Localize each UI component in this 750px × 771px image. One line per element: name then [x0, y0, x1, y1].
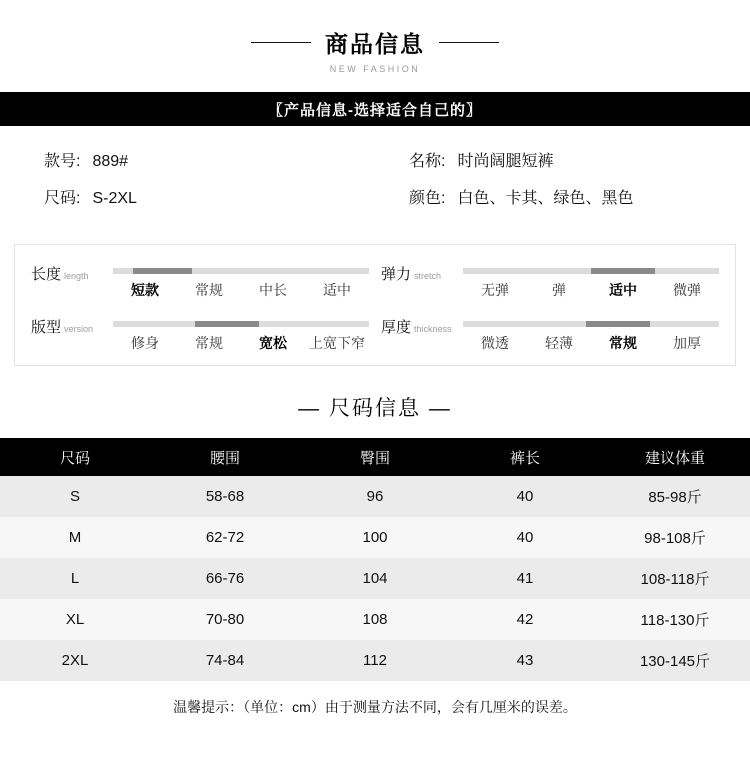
- attribute-options: [113, 280, 369, 300]
- attribute-version: [25, 314, 375, 353]
- cell-size: M: [0, 517, 150, 558]
- attribute-scale: [463, 314, 719, 353]
- attribute-label: [381, 314, 463, 353]
- column-header-hip: 臀围: [300, 438, 450, 476]
- cell-size: L: [0, 558, 150, 599]
- page-subtitle: NEW FASHION: [329, 64, 421, 74]
- size-table: [0, 438, 750, 681]
- measurement-note: 温馨提示：（单位：cm）由于测量方法不同，会有几厘米的误差。: [173, 699, 577, 715]
- attribute-label-cn: 版型: [31, 319, 62, 336]
- cell-length: 42: [450, 599, 600, 640]
- size-range-label: 尺码:: [44, 190, 81, 207]
- attribute-track: [463, 268, 719, 274]
- attribute-marker: [133, 268, 192, 274]
- attribute-options: [463, 333, 719, 353]
- style-number-label: 款号:: [44, 153, 81, 170]
- attribute-panel: [14, 244, 736, 366]
- attribute-label: [31, 314, 113, 353]
- attribute-label: [381, 261, 463, 300]
- cell-waist: 58-68: [150, 476, 300, 517]
- attribute-scale: [463, 261, 719, 300]
- table-row: [0, 517, 750, 558]
- cell-hip: 96: [300, 476, 450, 517]
- style-number-value: 889#: [92, 153, 129, 170]
- attribute-length: [25, 261, 375, 300]
- attribute-option[interactable]: 短款: [131, 282, 159, 298]
- cell-size: 2XL: [0, 640, 150, 681]
- cell-weight: 85-98斤: [600, 476, 750, 517]
- attribute-thickness: [375, 314, 725, 353]
- product-info-row: [409, 148, 750, 171]
- cell-weight: 130-145斤: [600, 640, 750, 681]
- product-info-row: [44, 148, 385, 171]
- product-info-row: [44, 185, 385, 208]
- attribute-option[interactable]: 常规: [195, 335, 223, 351]
- column-header-size: 尺码: [0, 438, 150, 476]
- attribute-label-en: thickness: [414, 324, 452, 334]
- attribute-track: [113, 268, 369, 274]
- attribute-label-en: length: [64, 271, 89, 281]
- cell-hip: 108: [300, 599, 450, 640]
- cell-length: 41: [450, 558, 600, 599]
- page-title-row: [0, 26, 750, 59]
- cell-size: S: [0, 476, 150, 517]
- attribute-marker: [591, 268, 655, 274]
- title-rule-right: [439, 42, 499, 43]
- attribute-label-en: version: [64, 324, 94, 334]
- attribute-option[interactable]: 常规: [195, 282, 223, 298]
- cell-size: XL: [0, 599, 150, 640]
- attribute-option[interactable]: 常规: [609, 335, 637, 351]
- product-info-banner: 〖产品信息-选择适合自己的〗: [0, 92, 750, 126]
- attribute-option[interactable]: 上宽下窄: [309, 335, 365, 351]
- cell-waist: 74-84: [150, 640, 300, 681]
- cell-hip: 104: [300, 558, 450, 599]
- column-header-length: 裤长: [450, 438, 600, 476]
- column-header-waist: 腰围: [150, 438, 300, 476]
- cell-weight: 98-108斤: [600, 517, 750, 558]
- cell-waist: 70-80: [150, 599, 300, 640]
- attribute-marker: [586, 321, 650, 327]
- cell-length: 40: [450, 476, 600, 517]
- attribute-option[interactable]: 加厚: [673, 335, 701, 351]
- product-name-label: 名称:: [409, 153, 446, 170]
- table-header-row: [0, 438, 750, 476]
- product-info-column-left: [0, 148, 385, 222]
- table-row: [0, 558, 750, 599]
- attribute-option[interactable]: 无弹: [481, 282, 509, 298]
- cell-waist: 66-76: [150, 558, 300, 599]
- attribute-label-cn: 弹力: [381, 266, 412, 283]
- page-title: 商品信息: [325, 31, 425, 57]
- attribute-label-en: stretch: [414, 271, 442, 281]
- attribute-option[interactable]: 宽松: [259, 335, 287, 351]
- cell-hip: 112: [300, 640, 450, 681]
- cell-weight: 118-130斤: [600, 599, 750, 640]
- attribute-option[interactable]: 中长: [259, 282, 287, 298]
- color-label: 颜色:: [409, 190, 446, 207]
- attribute-label: [31, 261, 113, 300]
- product-info-grid: [0, 126, 750, 240]
- attribute-option[interactable]: 微弹: [673, 282, 701, 298]
- attribute-option[interactable]: 适中: [609, 282, 637, 298]
- product-name-value: 时尚阔腿短裤: [457, 153, 554, 170]
- attribute-label-cn: 厚度: [381, 319, 412, 336]
- attribute-option[interactable]: 微透: [481, 335, 509, 351]
- size-section-heading: — 尺码信息 —: [298, 397, 452, 420]
- size-range-value: S-2XL: [92, 190, 137, 207]
- attribute-option[interactable]: 适中: [323, 282, 351, 298]
- attribute-options: [113, 333, 369, 353]
- attribute-marker: [195, 321, 259, 327]
- table-row: [0, 476, 750, 517]
- size-table-head: [0, 438, 750, 476]
- cell-hip: 100: [300, 517, 450, 558]
- cell-weight: 108-118斤: [600, 558, 750, 599]
- attribute-track: [463, 321, 719, 327]
- table-row: [0, 640, 750, 681]
- attribute-option[interactable]: 修身: [131, 335, 159, 351]
- attribute-stretch: [375, 261, 725, 300]
- cell-length: 40: [450, 517, 600, 558]
- table-row: [0, 599, 750, 640]
- cell-length: 43: [450, 640, 600, 681]
- attribute-scale: [113, 261, 369, 300]
- title-rule-left: [251, 42, 311, 43]
- attribute-options: [463, 280, 719, 300]
- attribute-label-cn: 长度: [31, 266, 62, 283]
- attribute-option[interactable]: 轻薄: [545, 335, 573, 351]
- attribute-option[interactable]: 弹: [552, 282, 566, 298]
- cell-waist: 62-72: [150, 517, 300, 558]
- column-header-weight: 建议体重: [600, 438, 750, 476]
- size-table-body: [0, 476, 750, 681]
- attribute-track: [113, 321, 369, 327]
- product-info-column-right: [385, 148, 750, 222]
- product-info-row: [409, 185, 750, 208]
- attribute-scale: [113, 314, 369, 353]
- page-header: [0, 0, 750, 74]
- color-value: 白色、卡其、绿色、黑色: [457, 190, 634, 207]
